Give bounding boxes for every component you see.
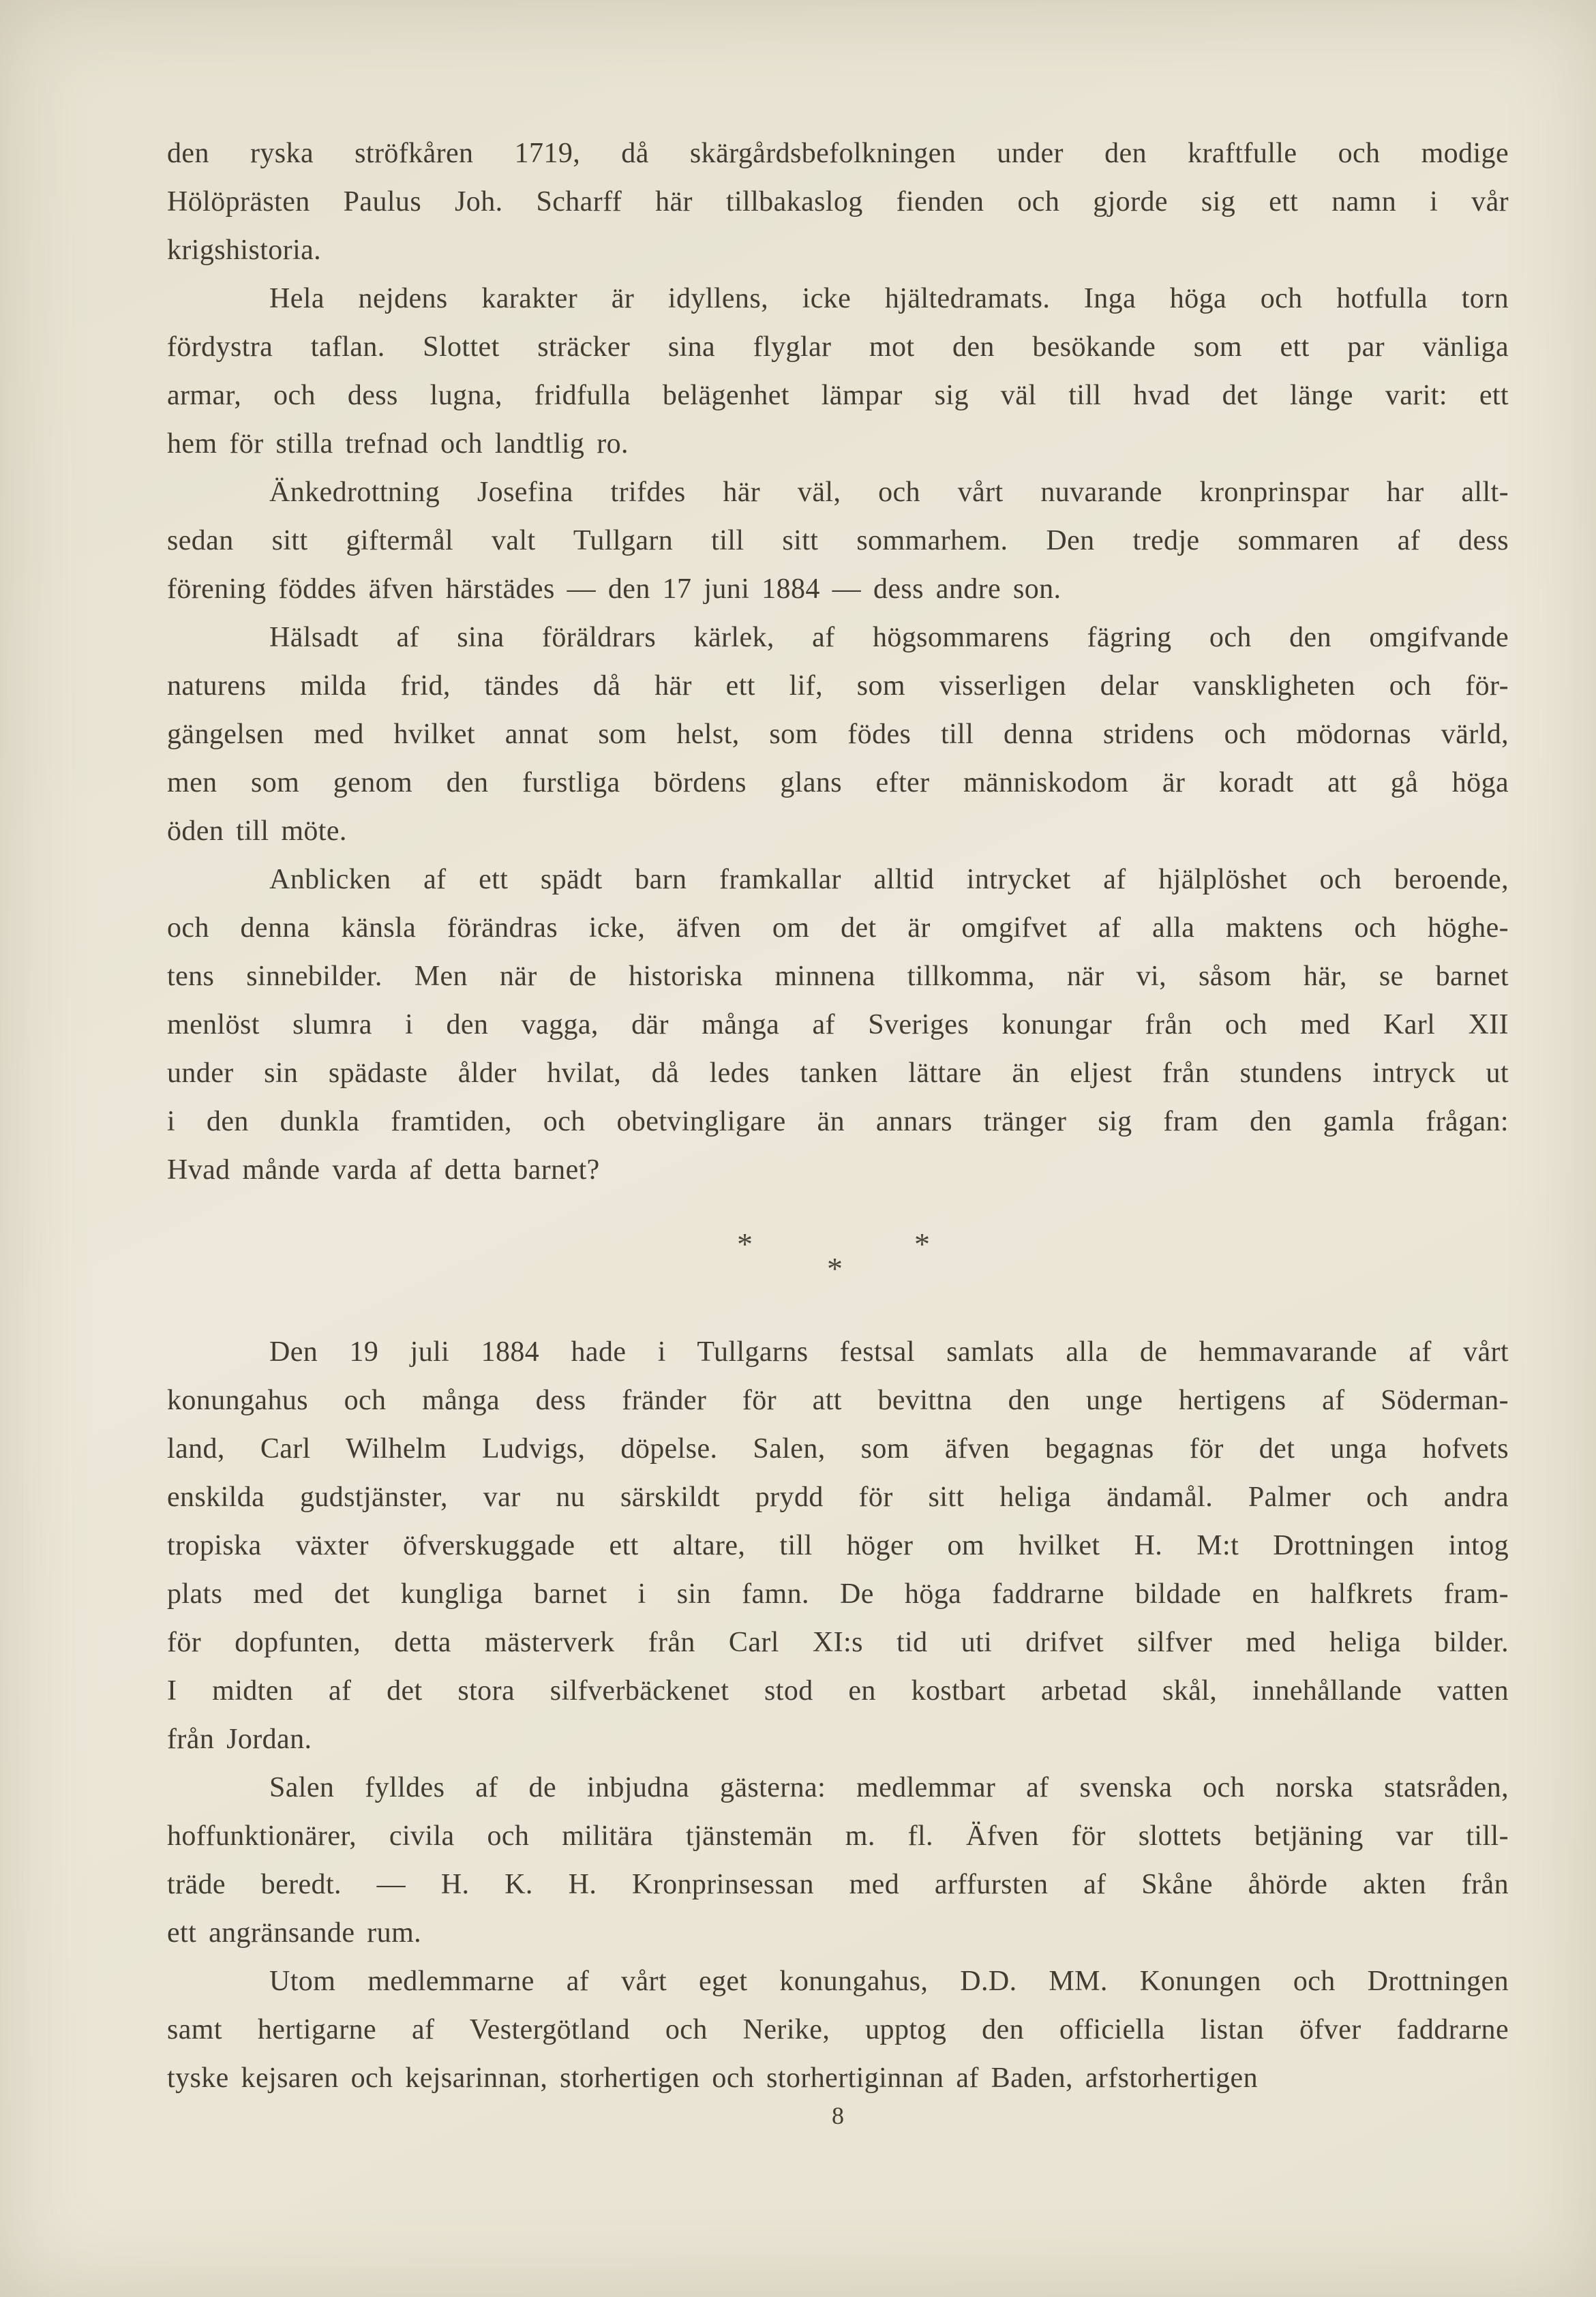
text-line: ett angränsande rum. bbox=[167, 1917, 422, 1949]
paragraph bbox=[167, 1328, 1509, 1764]
text-line: och denna känsla förändras icke, äfven om det är omgifvet af alla maktens och höghe- bbox=[167, 912, 1509, 944]
text-line: Anblicken af ett spädt barn framkallar alltid intrycket af hjälplöshet och beroende, bbox=[269, 864, 1509, 895]
text-line: Utom medlemmarne af vårt eget konungahus, D.D. MM. Konungen och Drottningen bbox=[269, 1966, 1509, 1997]
page-number: 8 bbox=[832, 2102, 844, 2129]
paragraph bbox=[167, 1957, 1509, 2103]
text-line: träde beredt. — H. K. H. Kronprinsessan med arffursten af Skåne åhörde akten från bbox=[167, 1869, 1509, 1900]
text-line: armar, och dess lugna, fridfulla belägenhet lämpar sig väl till hvad det länge varit: ett bbox=[167, 380, 1509, 411]
text-line: hoffunktionärer, civila och militära tjänstemän m. fl. Äfven för slottets betjäning var till- bbox=[167, 1820, 1509, 1852]
text-line: konungahus och många dess fränder för att bevittna den unge hertigens af Söderman- bbox=[167, 1385, 1509, 1416]
text-line: från Jordan. bbox=[167, 1724, 312, 1755]
text-line: I midten af det stora silfverbäckenet stod en kostbart arbetad skål, innehållande vatten bbox=[167, 1675, 1509, 1707]
asterisk-ornament: * bbox=[737, 1227, 753, 1261]
text-line: land, Carl Wilhelm Ludvigs, döpelse. Salen, som äfven begagnas för det unga hofvets bbox=[167, 1433, 1509, 1465]
text-line: Salen fylldes af de inbjudna gästerna: medlemmar af svenska och norska statsråden, bbox=[269, 1772, 1509, 1803]
text-line: sedan sitt giftermål valt Tullgarn till sitt sommarhem. Den tredje sommaren af dess bbox=[167, 525, 1509, 556]
text-line: öden till möte. bbox=[167, 815, 347, 847]
text-line: gängelsen med hvilket annat som helst, som födes till denna stridens och mödornas värld, bbox=[167, 719, 1509, 750]
text-line: plats med det kungliga barnet i sin famn. De höga faddrarne bildade en halfkrets fram- bbox=[167, 1578, 1509, 1610]
text-line: Hälsadt af sina föräldrars kärlek, af högsommarens fägring och den omgifvande bbox=[269, 622, 1509, 653]
asterisk-ornament: * bbox=[914, 1227, 930, 1261]
paragraph bbox=[167, 614, 1509, 856]
text-line: i den dunkla framtiden, och obetvingligare än annars tränger sig fram den gamla frågan: bbox=[167, 1106, 1509, 1137]
text-block bbox=[167, 130, 1509, 2103]
text-line: naturens milda frid, tändes då här ett lif, som visserligen delar vanskligheten och för- bbox=[167, 670, 1509, 702]
text-line: Hvad månde varda af detta barnet? bbox=[167, 1154, 600, 1186]
text-line: hem för stilla trefnad och landtlig ro. bbox=[167, 428, 629, 460]
text-line: men som genom den furstliga bördens glans efter människodom är koradt att gå höga bbox=[167, 767, 1509, 798]
text-line: Den 19 juli 1884 hade i Tullgarns festsal samlats alla de hemmavarande af vårt bbox=[269, 1336, 1509, 1368]
paragraph bbox=[167, 468, 1509, 614]
text-line: tens sinnebilder. Men när de historiska minnena tillkomma, när vi, såsom här, se barnet bbox=[167, 961, 1509, 992]
paragraph bbox=[167, 856, 1509, 1195]
text-line: krigshistoria. bbox=[167, 235, 322, 266]
text-line: enskilda gudstjänster, var nu särskildt prydd för sitt heliga ändamål. Palmer och andra bbox=[167, 1482, 1509, 1513]
text-line: under sin spädaste ålder hvilat, då ledes tanken lättare än eljest från stundens intryck ut bbox=[167, 1057, 1509, 1089]
paragraph bbox=[167, 130, 1509, 275]
text-line: samt hertigarne af Vestergötland och Nerike, upptog den officiella listan öfver faddrarne bbox=[167, 2014, 1509, 2045]
text-line: menlöst slumra i den vagga, där många af Sveriges konungar från och med Karl XII bbox=[167, 1009, 1509, 1040]
paragraph bbox=[167, 1764, 1509, 1957]
text-line: förening föddes äfven härstädes — den 17 juni 1884 — dess andre son. bbox=[167, 573, 1062, 605]
text-line: tyske kejsaren och kejsarinnan, storhertigen och storhertiginnan af Baden, arfstorhertigen bbox=[167, 2062, 1258, 2094]
text-line: fördystra taflan. Slottet sträcker sina flyglar mot den besökande som ett par vänliga bbox=[167, 331, 1509, 363]
text-line: den ryska ströfkåren 1719, då skärgårdsbefolkningen under den kraftfulle och modige bbox=[167, 138, 1509, 169]
text-line: Änkedrottning Josefina trifdes här väl, och vårt nuvarande kronprinspar har allt- bbox=[269, 477, 1509, 508]
asterisk-ornament: * bbox=[827, 1251, 843, 1286]
section-separator bbox=[167, 1225, 1509, 1301]
text-line: tropiska växter öfverskuggade ett altare, till höger om hvilket H. M:t Drottningen intog bbox=[167, 1530, 1509, 1561]
text-line: Hela nejdens karakter är idyllens, icke hjältedramats. Inga höga och hotfulla torn bbox=[269, 283, 1509, 314]
text-line: Hölöprästen Paulus Joh. Scharff här tillbakaslog fienden och gjorde sig ett namn i vår bbox=[167, 186, 1509, 217]
paragraph bbox=[167, 275, 1509, 468]
text-line: för dopfunten, detta mästerverk från Carl XI:s tid uti drifvet silfver med heliga bilder. bbox=[167, 1627, 1509, 1658]
